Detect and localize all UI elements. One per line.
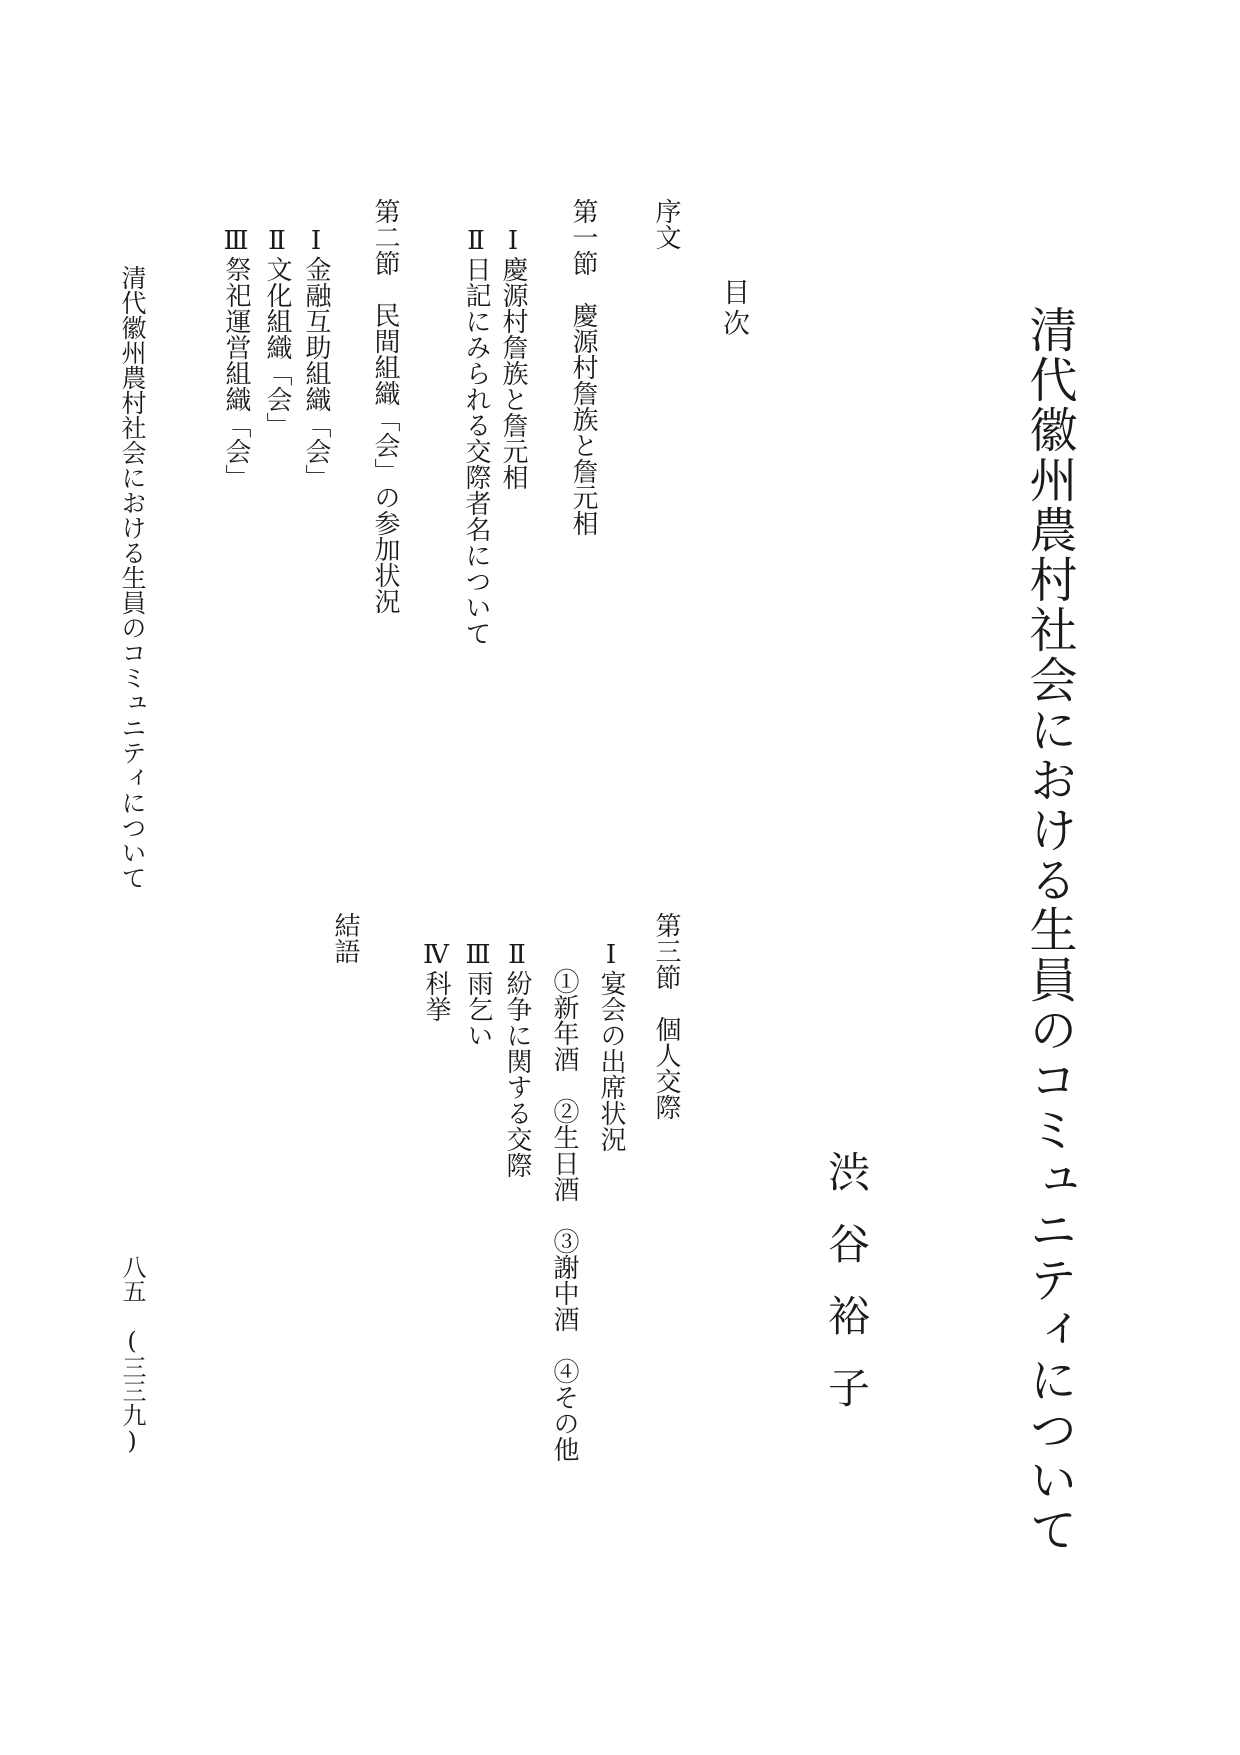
toc-entry: 第三節 個人交際: [651, 912, 681, 1120]
toc-entry: Ⅰ宴会の出席状況: [596, 940, 626, 1152]
page-number: 八五 (三三九): [118, 1255, 146, 1455]
toc-entry: Ⅰ慶源村詹族と詹元相: [498, 226, 528, 490]
article-author: 渋谷裕子: [822, 1150, 871, 1438]
toc-entry: Ⅱ紛争に関する交際: [502, 940, 532, 1178]
toc-entry: Ⅲ雨乞い: [463, 940, 493, 1048]
toc-heading: 目次: [718, 278, 749, 340]
toc-entry: Ⅱ日記にみられる交際者名について: [461, 226, 491, 646]
toc-entry: 第一節 慶源村詹族と詹元相: [568, 198, 598, 536]
toc-entry: Ⅳ科挙: [421, 940, 451, 1022]
toc-entry: ①新年酒 ②生日酒 ③謝中酒 ④その他: [549, 968, 579, 1462]
running-title: 清代徽州農村社会における生員のコミュニティについて: [118, 265, 147, 890]
article-title: 清代徽州農村社会における生員のコミュニティについて: [1021, 305, 1077, 1555]
toc-entry: 序文: [651, 198, 681, 250]
toc-entry: Ⅲ祭祀運営組織「会」: [221, 226, 251, 490]
toc-entry: 結語: [330, 912, 360, 964]
toc-entry: Ⅱ文化組織「会」: [262, 226, 292, 438]
toc-entry: 第二節 民間組織「会」の参加状況: [370, 198, 400, 614]
toc-entry: Ⅰ金融互助組織「会」: [301, 226, 331, 490]
